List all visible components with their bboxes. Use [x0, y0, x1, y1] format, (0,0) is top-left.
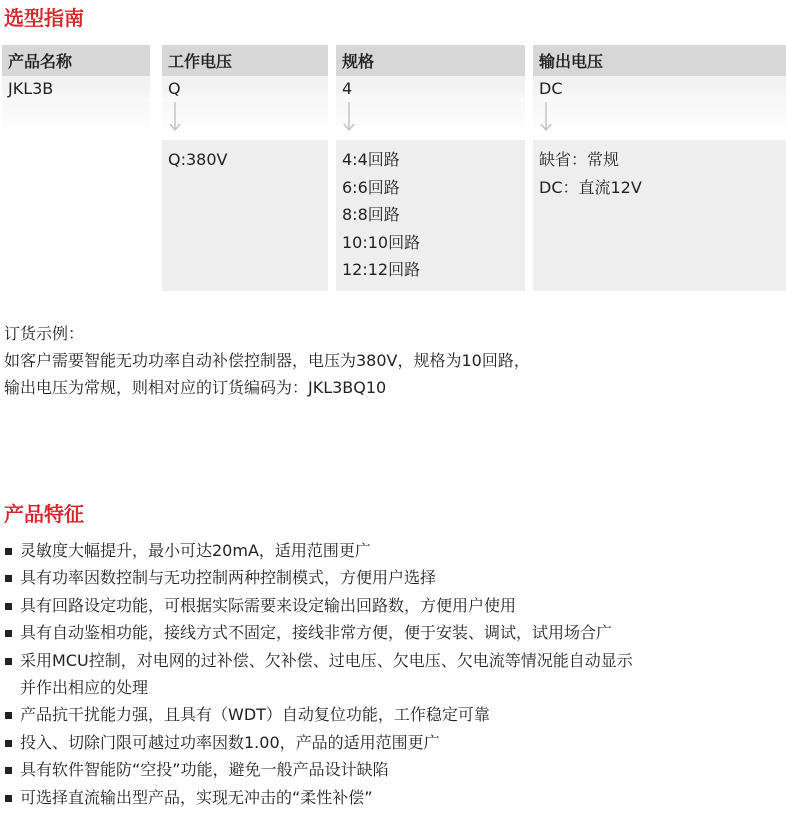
column-specification [336, 45, 525, 132]
bullet-icon [5, 658, 12, 665]
feature-item [4, 729, 633, 756]
bullet-icon [5, 548, 12, 555]
column-product-name [2, 45, 150, 132]
feature-item [4, 537, 633, 564]
order-example-text: 输出电压为常规，则相对应的订货编码为：JKL3BQ10 [4, 378, 387, 397]
bullet-icon [5, 740, 12, 747]
column-header: 输出电压 [533, 45, 786, 76]
column-header: 规格 [336, 45, 525, 76]
option-item: 6:6回路 [342, 177, 400, 197]
feature-item [4, 564, 633, 591]
order-example-label: 订货示例： [4, 324, 85, 343]
column-value: DC [533, 76, 786, 102]
option-item: 缺省：常规 [539, 150, 620, 169]
feature-text: 具有自动鉴相功能，接线方式不固定，接线非常方便，便于安装、调试，试用场合广 [20, 623, 613, 643]
feature-item [4, 756, 633, 783]
feature-text-continued: 并作出相应的处理 [20, 678, 149, 698]
feature-text: 投入、切除门限可越过功率因数1.00，产品的适用范围更广 [20, 732, 440, 752]
order-example-text: 如客户需要智能无功功率自动补偿控制器，电压为380V，规格为10回路， [4, 351, 530, 370]
feature-text: 具有软件智能防“空投”功能，避免一般产品设计缺陷 [20, 760, 389, 780]
feature-text: 具有回路设定功能，可根据实际需要来设定输出回路数，方便用户使用 [20, 595, 517, 615]
bullet-icon [5, 767, 12, 774]
features-title: 产品特征 [4, 502, 84, 526]
option-item: 10:10回路 [342, 232, 421, 252]
column-fade [2, 102, 150, 132]
column-header: 工作电压 [162, 45, 328, 76]
options-specification [336, 140, 525, 291]
feature-item [4, 784, 633, 811]
down-arrow-icon [342, 102, 356, 134]
option-item: 12:12回路 [342, 260, 421, 279]
feature-text: 灵敏度大幅提升，最小可达20mA，适用范围更广 [20, 541, 371, 560]
column-value: 4 [336, 76, 525, 102]
column-fade [533, 102, 786, 132]
options-output-voltage [533, 140, 786, 291]
order-example [4, 320, 530, 401]
bullet-icon [5, 630, 12, 637]
column-output-voltage [533, 45, 786, 132]
column-header: 产品名称 [2, 45, 150, 76]
column-fade [162, 102, 328, 132]
column-fade [336, 102, 525, 132]
option-item: 4:4回路 [342, 150, 400, 169]
bullet-icon [5, 603, 12, 610]
column-value: JKL3B [2, 76, 150, 102]
option-item: DC：直流12V [539, 177, 642, 197]
feature-list [4, 537, 633, 811]
feature-text: 采用MCU控制，对电网的过补偿、欠补偿、过电压、欠电压、欠电流等情况能自动显示 [20, 650, 633, 670]
option-item: Q:380V [168, 150, 228, 169]
feature-item [4, 592, 633, 619]
feature-text: 具有功率因数控制与无功控制两种控制模式，方便用户选择 [20, 568, 437, 588]
options-working-voltage [162, 140, 328, 291]
selection-guide-title: 选型指南 [4, 6, 84, 30]
down-arrow-icon [539, 102, 553, 134]
feature-item [4, 619, 633, 646]
feature-text: 产品抗干扰能力强，且具有（WDT）自动复位功能，工作稳定可靠 [20, 705, 490, 725]
bullet-icon [5, 712, 12, 719]
bullet-icon [5, 575, 12, 582]
bullet-icon [5, 795, 12, 802]
down-arrow-icon [168, 102, 182, 134]
option-item: 8:8回路 [342, 205, 400, 224]
column-working-voltage [162, 45, 328, 132]
feature-item [4, 647, 633, 702]
feature-text: 可选择直流输出型产品，实现无冲击的“柔性补偿” [20, 787, 373, 807]
column-value: Q [162, 76, 328, 102]
feature-item [4, 701, 633, 728]
